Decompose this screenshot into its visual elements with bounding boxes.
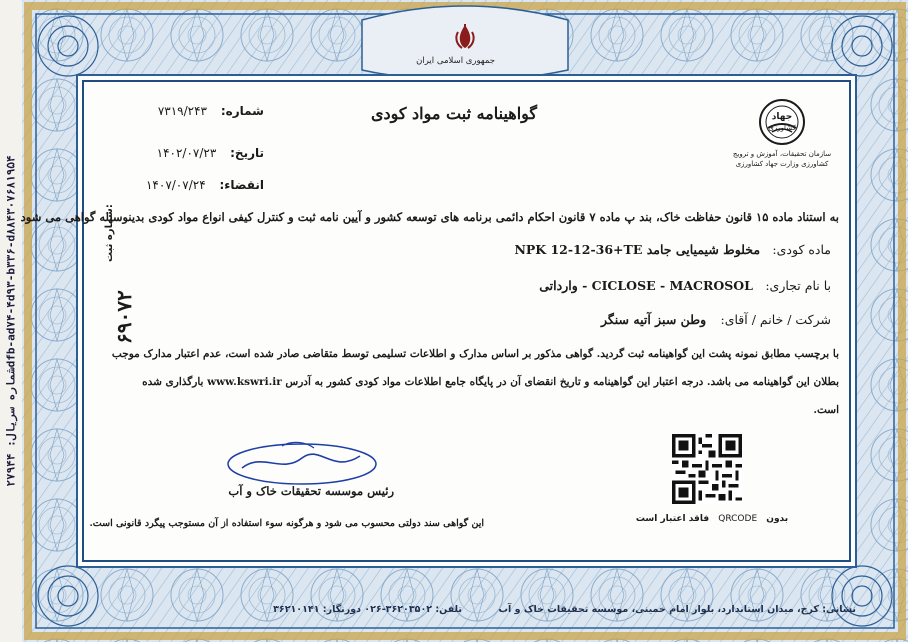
jahad-logo — [727, 98, 837, 178]
paragraph-line-3: است. — [813, 404, 839, 416]
qr-without: بدون — [766, 514, 789, 524]
serial-strip — [0, 0, 22, 642]
trade-value: CICLOSE - MACROSOL - وارداتی — [539, 278, 753, 293]
footer-address: نشانی: کرج، میدان استاندارد، بلوار امام خمینی، موسسه تحقیقات خاک و آب — [498, 604, 856, 615]
emblem-icon — [450, 22, 480, 52]
company-row — [371, 312, 831, 327]
certificate-paper — [20, 80, 851, 562]
signature-note: این گواهی سند دولتی محسوب می شود و هرگونه سوء استفاده از آن مستوجب پیگرد قانونی است. — [89, 518, 484, 529]
logo-caption-1: سازمان تحقیقات، آموزش و ترویج — [732, 150, 832, 158]
signature-title: رئیس موسسه تحقیقات خاک و آب — [228, 484, 394, 498]
date-row — [144, 146, 264, 160]
date-value: ۱۴۰۲/۰۷/۲۳ — [156, 146, 217, 160]
trade-row — [371, 278, 831, 293]
material-value: مخلوط شیمیایی جامد NPK 12-12-36+TE — [514, 242, 761, 257]
qr-code — [672, 434, 742, 504]
emblem-caption: جمهوری اسلامی ایران — [416, 56, 495, 66]
paragraph-line-2: بطلان این گواهینامه می باشد. درجه اعتبار این گواهینامه و تاریخ انقضای آن در پایگاه جامع اطلاعات مواد کودی کشور به آدرس www.kswri.ir بارگذاری شده — [142, 376, 839, 388]
jahad-logo-icon — [758, 98, 806, 146]
paragraph-line-1: با برچسب مطابق نمونه پشت این گواهینامه ثبت گردید. گواهی مذکور بر اساس مدارک و اطلاعات تسلیمی توسط متقاضی صادر شده است، عدم اعتبار مدارک موجب — [111, 348, 839, 360]
reg-number-value: ۶۹۰۷۲ — [112, 290, 136, 344]
expiry-row — [144, 178, 264, 192]
qr-code-label: QRCODE — [718, 514, 758, 524]
qr-invalid: فاقد اعتبار است — [635, 514, 710, 524]
number-row — [144, 104, 264, 118]
footer-phone: تلفن: ۳۶۲۰۳۵۰۲-۰۲۶ دورنگار: ۳۶۲۱۰۱۴۱ — [273, 604, 462, 615]
registration-number — [102, 204, 142, 344]
expiry-label: انقضاء: — [219, 178, 264, 192]
logo-top-text: جهاد — [771, 112, 793, 122]
iran-emblem — [416, 22, 495, 72]
logo-caption-2: کشاورزی وزارت جهاد کشاورزی — [735, 160, 829, 168]
certificate — [22, 0, 908, 642]
serial-number: شماره سریال: ۲۷۹۴۴dfb-ad۷۴-۴d۹۳-b۳۳۶-d۸۸۴۳۰۷۶۸۱۹۵۴ — [4, 155, 18, 487]
footer — [22, 596, 908, 642]
material-label: ماده کودی: — [772, 242, 831, 257]
expiry-value: ۱۴۰۷/۰۷/۲۴ — [145, 178, 206, 192]
certificate-title: گواهینامه ثبت مواد کودی — [370, 104, 538, 123]
date-label: تاریخ: — [230, 146, 264, 160]
number-label: شماره: — [220, 104, 264, 118]
company-label: شرکت / خانم / آقای: — [720, 312, 831, 327]
number-value: ۷۳۱۹/۲۴۳ — [157, 104, 208, 118]
material-row — [371, 242, 831, 257]
intro-text: به استناد ماده ۱۵ قانون حفاظت خاک، بند پ ماده ۷ قانون احکام دائمی برنامه های توسعه کشور و آیین نامه ثبت و کنترل کیفی انواع مواد کودی بدینوسیله گواهی می شود — [20, 210, 839, 224]
qr-caption — [632, 514, 792, 524]
trade-label: با نام تجاری: — [765, 278, 831, 293]
reg-number-label: شماره ثبت: — [104, 204, 115, 262]
company-value: وطن سبز آتیه سنگر — [600, 312, 707, 327]
logo-sub-text: کشاورزی — [768, 124, 796, 132]
